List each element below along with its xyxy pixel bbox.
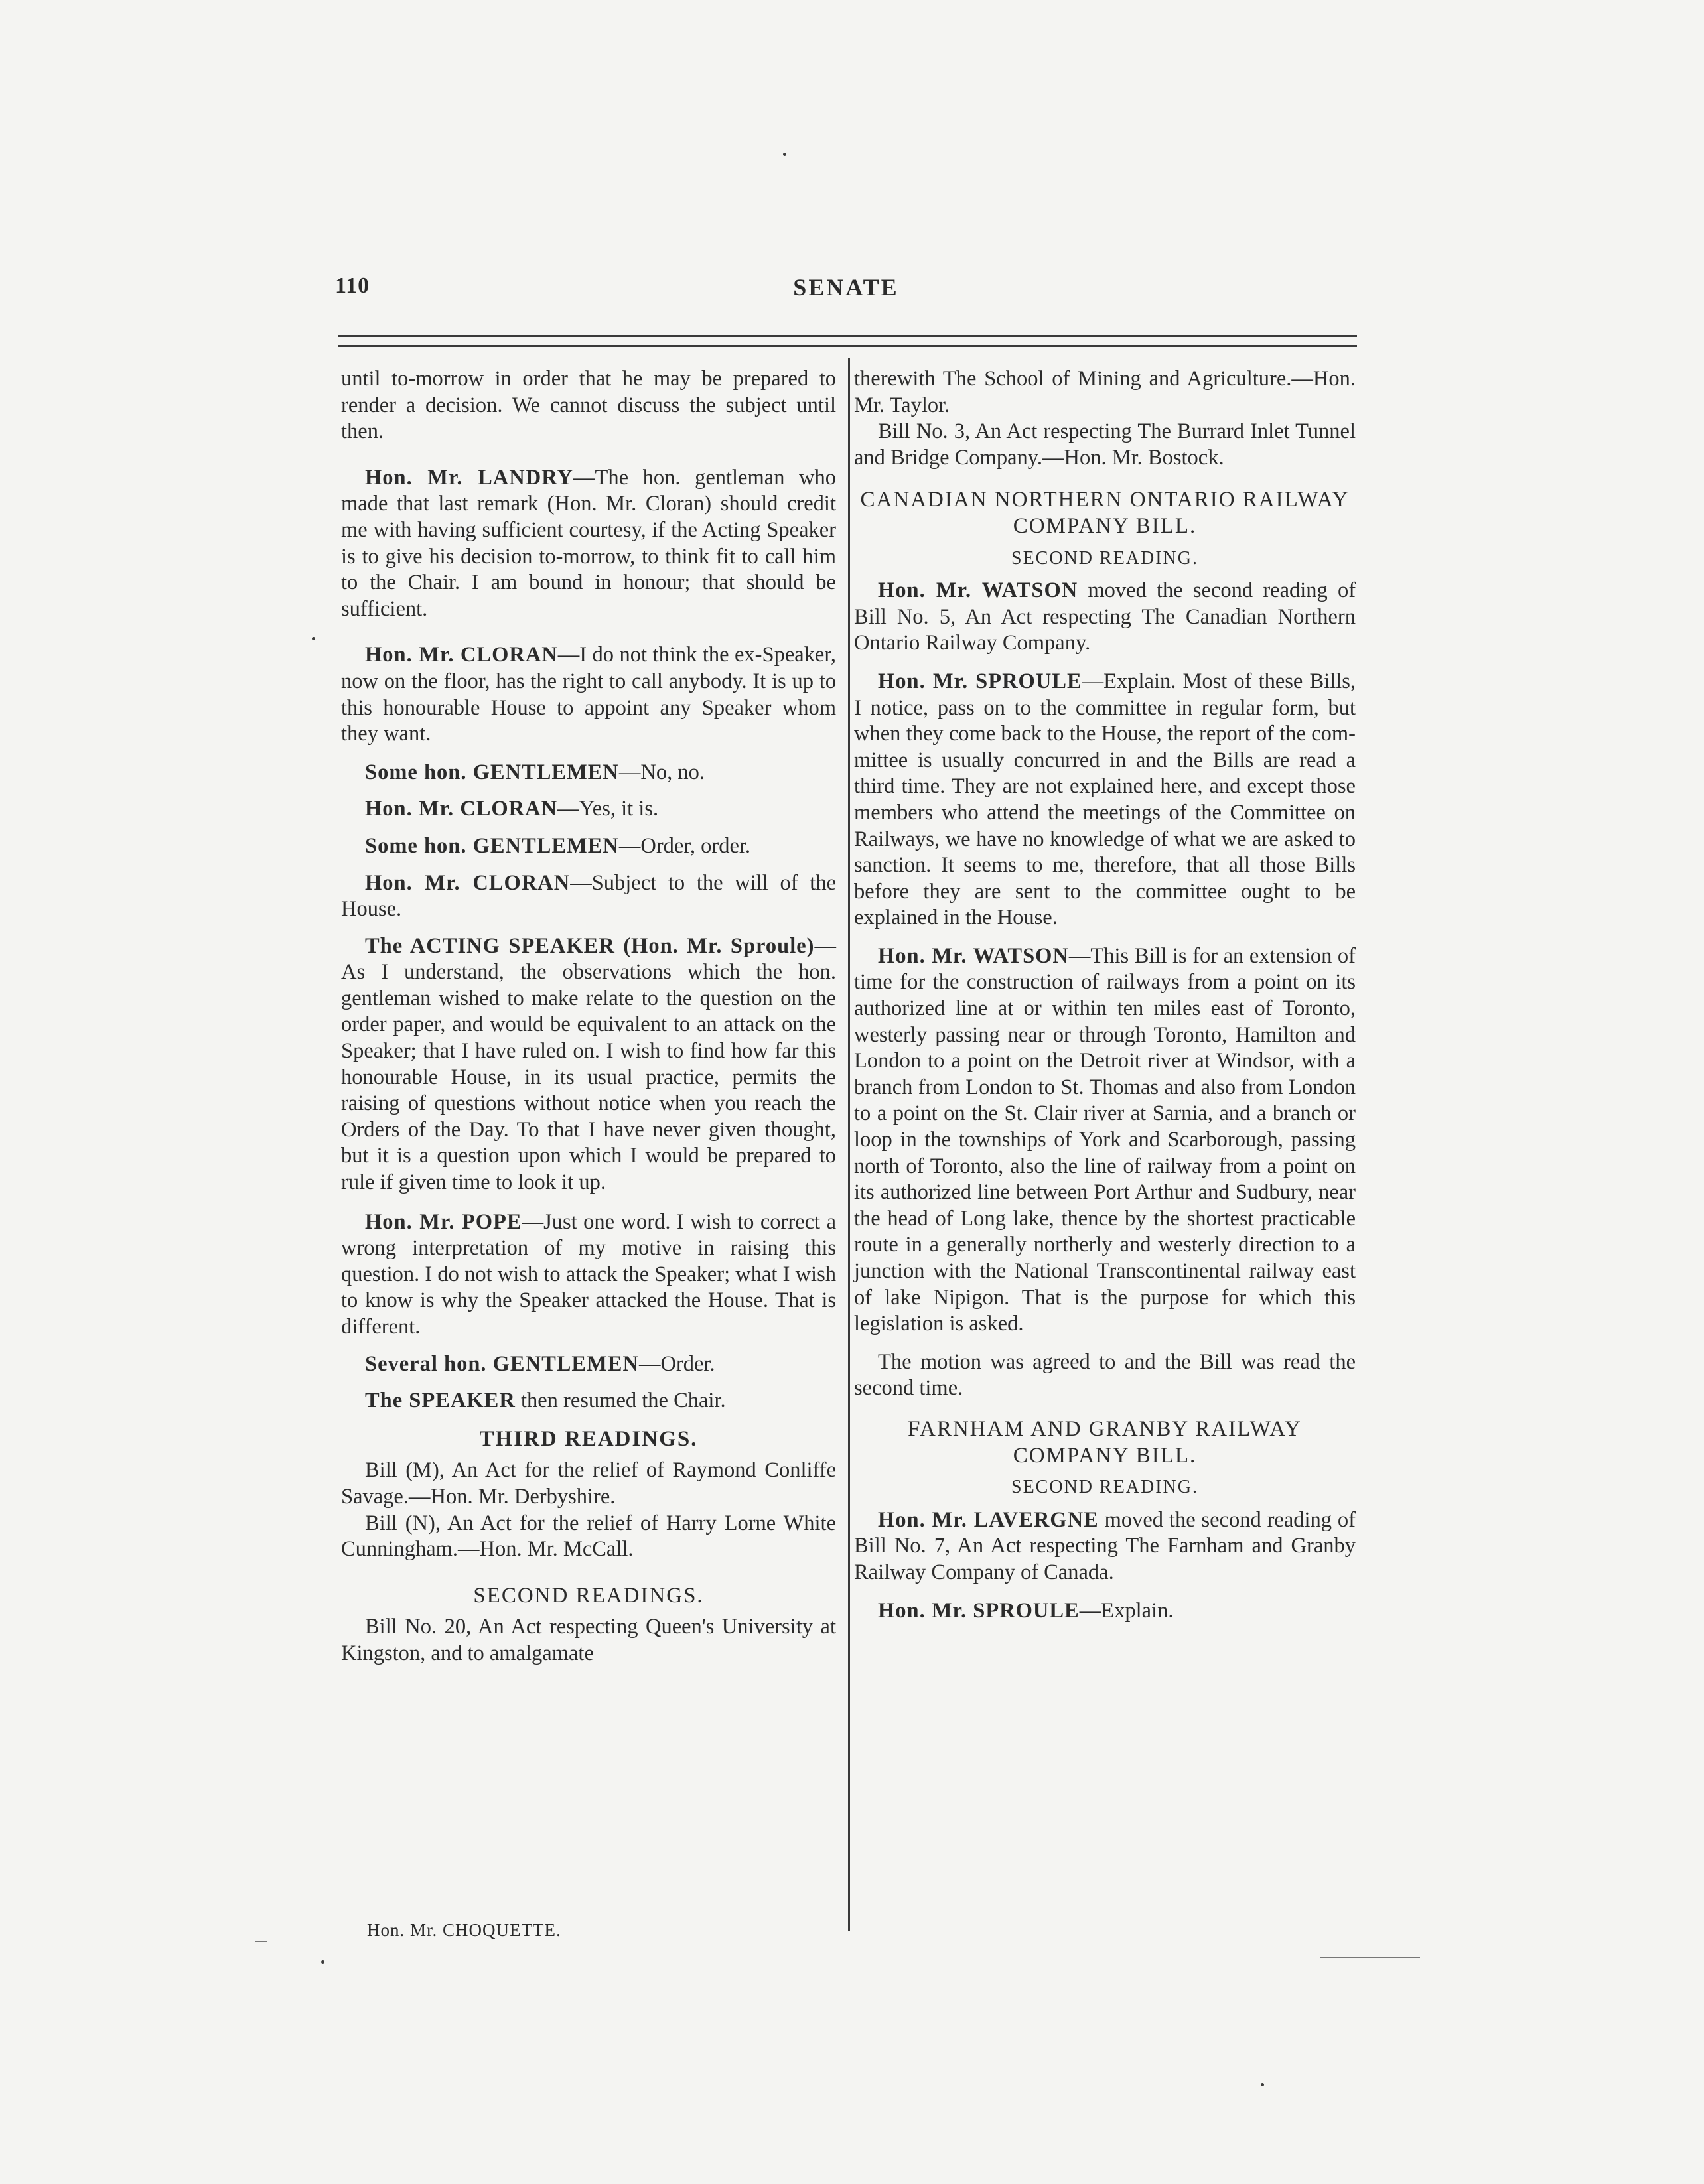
speaker-name: Hon. Mr. POPE <box>365 1209 522 1234</box>
speech-landry <box>341 465 836 623</box>
speaker-name: Hon. Mr. SPROULE <box>878 669 1082 693</box>
speech-pope <box>341 1209 836 1341</box>
page-header <box>335 273 1357 307</box>
subheading-second-reading: SECOND READING. <box>1011 1477 1198 1498</box>
speech-sproule-explain <box>854 1598 1356 1625</box>
speech-watson-motion <box>854 578 1356 657</box>
bill-20: Bill No. 20, An Act respecting Queen's University at Kingston, and to amalgamate <box>341 1615 836 1665</box>
speech-watson <box>854 943 1356 1337</box>
speech-gentlemen <box>341 760 836 786</box>
section-heading-farnham-granby: FARNHAM AND GRANBY RAILWAY COMPANY BILL. <box>908 1416 1302 1467</box>
speaker-name: Hon. Mr. CLORAN <box>365 643 558 667</box>
section-heading-second-readings: SECOND READINGS. <box>473 1583 704 1607</box>
speech-text: —Explain. <box>1079 1598 1174 1623</box>
speech-text: —As I understand, the observations which the hon. gentleman wished to make relate to the question on the order paper, and would be equivalent to an attack on the Speaker; that I have ruled on. I wish to find how far this honourable House, in its usual practice, permits the raising of questions without notice when you reach the Orders of the Day. To that I have never given thought, but it is a question upon which I would be prepared to rule if given time to look it up. <box>341 933 836 1195</box>
scan-speck <box>312 637 315 640</box>
speech-gentlemen <box>341 833 836 860</box>
scan-mark <box>1320 1957 1420 1958</box>
speech-cloran <box>341 796 836 823</box>
column-divider <box>848 358 850 1931</box>
section-heading-canadian-northern: CANADIAN NORTHERN ONTARIO RAILWAY COMPANY BILL. <box>860 488 1350 538</box>
speech-cloran <box>341 870 836 923</box>
header-rule-bottom <box>338 345 1357 347</box>
footer-speaker-note: Hon. Mr. CHOQUETTE. <box>367 1920 561 1940</box>
paragraph-text: until to-morrow in order that he may be prepared to render a decision. We cannot discuss the subject until then. <box>341 367 836 444</box>
speech-text: moved the second reading of Bill No. 5, An Act respecting The Canadian Northern Ontario Railway Company. <box>854 579 1356 655</box>
speech-text: —This Bill is for an extension of time for the construction of railways from a point on its authorized line at or within ten miles east of Toronto, westerly passing near or through Toronto, Hamilton and London to a point on the Detroit river at Windsor, with a branch from London to St. Thomas and also from London to a point on the St. Clair river at Sarnia, and a branch or loop in the townships of York and Scarborough, passing north of Toronto, also the line of railway from a point on its authorized line between Port Arthur and Sudbury, near the head of Long lake, thence by the shortest practicable route in a generally northerly and westerly direction to a junction with the National Transcontinental railway east of lake Nipigon. That is the purpose for which this legislation is asked. <box>854 943 1356 1336</box>
speech-text: —I do not think the ex-Speaker, now on the floor, has the right to call anybody. It is up to this honourable House to appoint any Speaker whom they want. <box>341 643 836 746</box>
running-head-title: SENATE <box>793 274 899 301</box>
speech-sproule <box>854 669 1356 931</box>
speaker-name: Hon. Mr. CLORAN <box>365 870 571 895</box>
speech-text: —Just one word. I wish to correct a wrong interpretation of my motive in raising this question. I do not wish to attack the Speaker; what I wish to know is why the Speaker attacked the House. That is different. <box>341 1209 836 1339</box>
page-number: 110 <box>335 273 370 298</box>
speaker-name: Hon. Mr. LAVERGNE <box>878 1507 1099 1532</box>
speech-text: —Order. <box>638 1351 715 1376</box>
speaker-name: Some hon. GENTLEMEN <box>365 760 619 784</box>
speaker-name: Several hon. GENTLEMEN <box>365 1351 639 1376</box>
scan-mark <box>255 1941 267 1942</box>
speaker-name: Hon. Mr. LANDRY <box>365 465 574 490</box>
scan-speck <box>1261 2083 1264 2086</box>
motion-agreed: The motion was agreed to and the Bill was read the second time. <box>854 1349 1356 1400</box>
speech-text: —Order, order. <box>618 833 751 858</box>
bill-20-continued: therewith The School of Mining and Agriculture.—Hon. Mr. Taylor. <box>854 367 1356 417</box>
speech-text: —Yes, it is. <box>557 797 659 821</box>
speaker-name: Hon. Mr. WATSON <box>878 579 1078 603</box>
left-column <box>341 366 836 1667</box>
bill-m: Bill (M), An Act for the relief of Raymond Conliffe Savage.—Hon. Mr. Derbyshire. <box>341 1458 836 1509</box>
speech-text: moved the second reading of Bill No. 7, An Act respecting The Farnham and Granby Railway Company of Canada. <box>854 1507 1356 1584</box>
speaker-name: Some hon. GENTLEMEN <box>365 833 619 858</box>
scan-speck <box>783 153 786 156</box>
speaker-name: The ACTING SPEAKER (Hon. Mr. Sproule) <box>365 933 815 958</box>
right-column <box>854 366 1356 1624</box>
speaker-name: Hon. Mr. WATSON <box>878 943 1069 968</box>
speaker-resumes <box>341 1388 836 1414</box>
paragraph <box>341 366 836 445</box>
speech-text: —Explain. Most of these Bills, I notice, pass on to the committee in regular form, but when they come back to the House, the report of the committee is usually concurred in and the Bills are read a third time. They are not explained here, and except those members who attend the meetings of the Committee on Railways, we have no knowledge of what we are asked to sanction. It seems to me, therefore, that all those Bills before they are sent to the committee ought to be explained in the House. <box>854 669 1356 930</box>
header-rule-top <box>338 335 1357 337</box>
scan-speck <box>321 1960 324 1964</box>
speech-text: —The hon. gentleman who made that last remark (Hon. Mr. Cloran) should credit me with having sufficient courtesy, if the Acting Speaker is to give his decision to-morrow, to think fit to call him to the Chair. I am bound in honour; that should be sufficient. <box>341 465 836 621</box>
speech-acting-speaker <box>341 933 836 1196</box>
speech-text: then resumed the Chair. <box>520 1389 726 1413</box>
subheading-second-reading: SECOND READING. <box>1011 547 1198 569</box>
speaker-name: Hon. Mr. CLORAN <box>365 797 558 821</box>
bill-n: Bill (N), An Act for the relief of Harry Lorne White Cunningham.—Hon. Mr. McCall. <box>341 1511 836 1562</box>
section-heading-third-readings: THIRD READINGS. <box>479 1426 698 1451</box>
speech-several-gentlemen <box>341 1351 836 1378</box>
speech-lavergne-motion <box>854 1507 1356 1586</box>
speech-cloran <box>341 642 836 747</box>
speaker-name: Hon. Mr. SPROULE <box>878 1598 1080 1623</box>
speech-text: —Subject to the will of the House. <box>341 870 836 921</box>
speech-text: —No, no. <box>618 760 705 784</box>
bill-3: Bill No. 3, An Act respecting The Burrard Inlet Tunnel and Bridge Company.—Hon. Mr. Bostock. <box>854 419 1356 470</box>
speaker-name: The SPEAKER <box>365 1389 516 1413</box>
